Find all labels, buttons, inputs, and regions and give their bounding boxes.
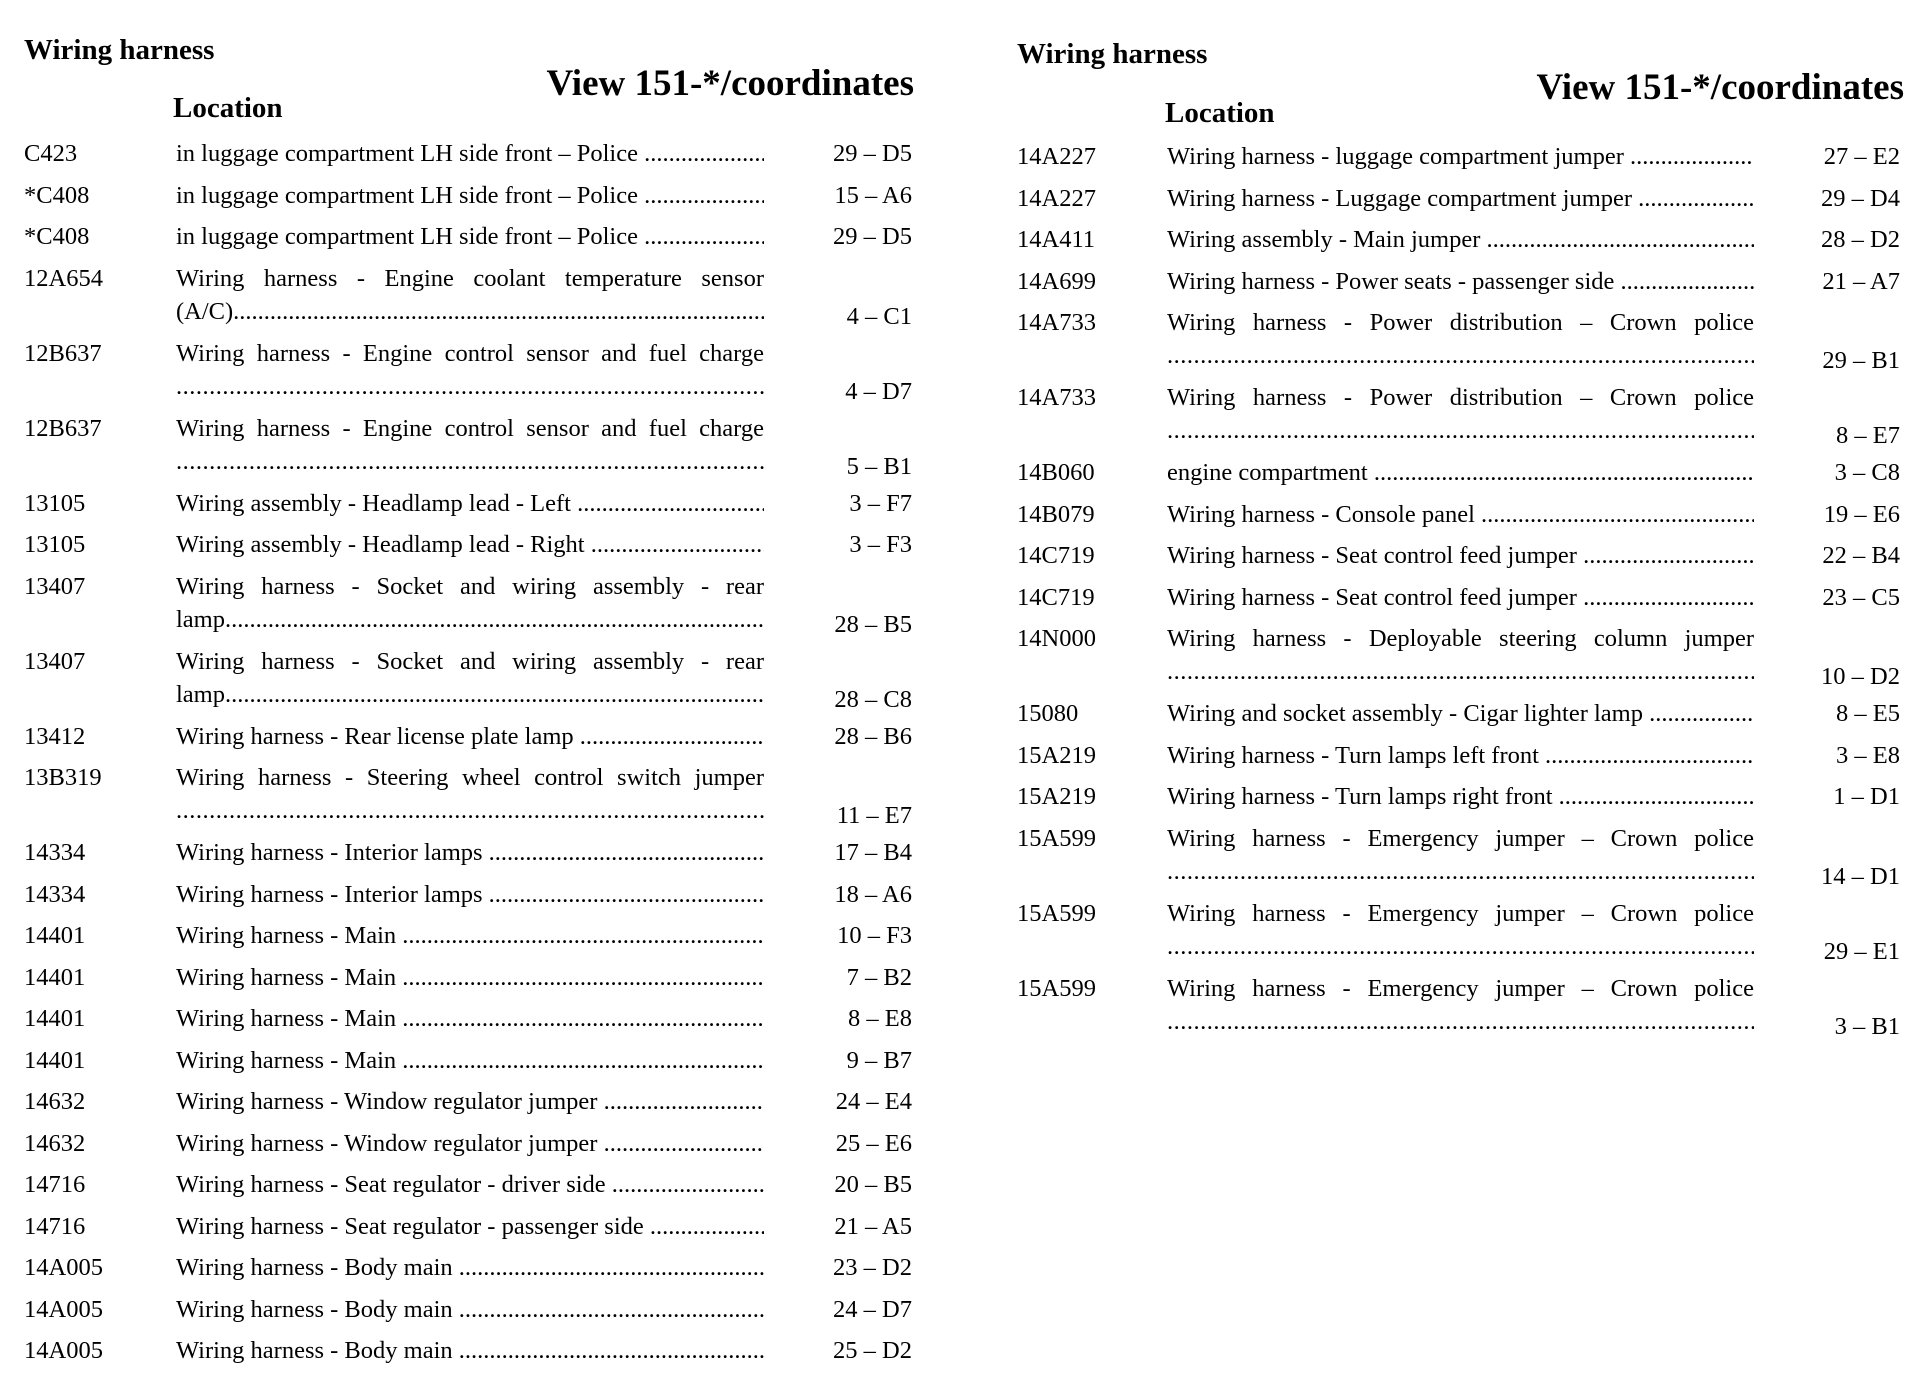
part-number: 14A733 (1017, 384, 1096, 411)
location-header: Location (173, 92, 283, 124)
description-line: Wiring harness - Power seats - passenger side ..... (1167, 265, 1754, 298)
location-description (176, 1210, 764, 1243)
part-number: 14716 (24, 1171, 86, 1198)
description-line: Wiring harness - Emergency jumper – Crown police (1167, 974, 1754, 1002)
list-item (24, 220, 914, 262)
description-line: Wiring harness - Emergency jumper – Crown police (1167, 824, 1754, 852)
list-item (24, 1251, 914, 1293)
view-coordinate: 19 – E6 (1823, 500, 1900, 528)
description-continuation (1167, 855, 1754, 888)
description-continuation (1167, 339, 1754, 372)
location-description (1167, 622, 1754, 688)
list-item (1017, 897, 1902, 972)
location-description (176, 262, 764, 328)
list-item (24, 1002, 914, 1044)
part-number: 14A227 (1017, 184, 1096, 212)
location-description (1167, 265, 1754, 298)
description-line: Wiring harness - Rear license plate lamp ..... (176, 720, 764, 753)
description-line: Wiring assembly - Headlamp lead - Right ..... (176, 528, 764, 561)
location-description (1167, 498, 1754, 531)
list-item (1017, 622, 1902, 697)
list-item (1017, 265, 1902, 307)
description-line: Wiring harness - Seat control feed jumper ..... (1167, 581, 1754, 614)
part-number: 12A654 (24, 264, 103, 292)
part-number: 13407 (24, 647, 86, 675)
list-item (1017, 972, 1902, 1047)
location-description (176, 1251, 764, 1284)
part-number: 14401 (24, 1005, 86, 1032)
description-line: Wiring harness - Engine coolant temperature sensor (176, 264, 764, 292)
view-coordinate: 5 – B1 (846, 452, 912, 480)
description-line: Wiring harness - Steering wheel control switch jumper (176, 764, 764, 791)
view-coordinate: 29 – D4 (1821, 184, 1900, 212)
location-description (176, 1168, 764, 1201)
list-item (24, 1127, 914, 1169)
location-description (176, 220, 764, 253)
part-number: 14334 (24, 839, 86, 866)
description-line: Wiring harness - Window regulator jumper ..... (176, 1085, 764, 1118)
part-number: 14632 (24, 1129, 86, 1157)
description-line: Wiring harness - Emergency jumper – Crown police (1167, 899, 1754, 927)
list-item (1017, 223, 1902, 265)
location-description (1167, 581, 1754, 614)
description-continuation (1167, 655, 1754, 688)
description-line: Wiring harness - Main ..... (176, 919, 764, 952)
description-continuation (176, 794, 764, 827)
part-number: 14334 (24, 880, 86, 908)
part-number: 14632 (24, 1088, 86, 1115)
location-description (1167, 739, 1754, 772)
description-line: Wiring harness - Deployable steering column jumper (1167, 625, 1754, 652)
description-line: Wiring harness - Console panel ..... (1167, 498, 1754, 531)
description-line: Wiring assembly - Main jumper ..... (1167, 223, 1754, 256)
description-line: in luggage compartment LH side front – Police ..... (176, 179, 764, 212)
location-description (176, 412, 764, 478)
location-description (1167, 697, 1754, 730)
description-continuation (176, 445, 764, 478)
view-coordinate: 28 – B5 (834, 610, 912, 638)
part-number: 14401 (24, 1046, 86, 1074)
part-number: 14A005 (24, 1295, 103, 1323)
list-item (24, 1044, 914, 1086)
description-line: engine compartment ..... (1167, 456, 1754, 489)
location-description (176, 761, 764, 827)
list-item (24, 1293, 914, 1335)
part-number: 15A599 (1017, 974, 1096, 1002)
description-line: Wiring harness - Socket and wiring assembly - rear (176, 647, 764, 675)
location-description (176, 337, 764, 403)
description-line: Wiring harness - Body main ..... (176, 1293, 764, 1326)
section-title: Wiring harness (24, 34, 215, 66)
description-line: Wiring harness - Window regulator jumper ..... (176, 1127, 764, 1160)
description-line: Wiring harness - Seat control feed jumper ..... (1167, 539, 1754, 572)
part-number: 13105 (24, 489, 86, 517)
list-item (1017, 498, 1902, 540)
view-coordinates-header: View 151-*/coordinates (546, 63, 914, 104)
part-number: 14N000 (1017, 625, 1096, 652)
list-item (24, 1085, 914, 1127)
view-coordinate: 3 – C8 (1834, 459, 1900, 486)
part-number: 15A599 (1017, 899, 1096, 927)
location-description (1167, 306, 1754, 372)
view-coordinate: 28 – B6 (834, 722, 912, 750)
part-number: 14716 (24, 1212, 86, 1240)
list-item (24, 1210, 914, 1252)
description-line: Wiring harness - luggage compartment jumper ..... (1167, 140, 1754, 173)
harness-list (1017, 140, 1902, 1047)
section-title: Wiring harness (1017, 38, 1208, 70)
location-description (176, 645, 764, 711)
view-coordinate: 24 – E4 (835, 1088, 912, 1115)
list-item (1017, 780, 1902, 822)
part-number: 14C719 (1017, 583, 1095, 611)
location-description (1167, 223, 1754, 256)
part-number: 13105 (24, 531, 86, 558)
view-coordinate: 4 – C1 (846, 302, 912, 330)
view-coordinate: 1 – D1 (1833, 783, 1900, 810)
part-number: 15A219 (1017, 783, 1096, 810)
location-description (176, 961, 764, 994)
location-description (176, 836, 764, 869)
description-continuation (1167, 414, 1754, 447)
description-continuation: (A/C) ..... (176, 295, 764, 328)
view-coordinates-header: View 151-*/coordinates (1536, 67, 1904, 108)
location-description (176, 1334, 764, 1367)
part-number: 15080 (1017, 700, 1079, 727)
part-number: 15A219 (1017, 741, 1096, 769)
view-coordinate: 8 – E5 (1836, 700, 1900, 727)
view-coordinate: 29 – E1 (1823, 937, 1900, 965)
list-item (24, 645, 914, 720)
view-coordinate: 14 – D1 (1821, 862, 1900, 890)
view-coordinate: 28 – D2 (1821, 226, 1900, 253)
part-number: C423 (24, 140, 78, 167)
location-description (176, 1044, 764, 1077)
part-number: 14B060 (1017, 459, 1095, 486)
part-number: 13412 (24, 722, 86, 750)
view-coordinate: 23 – D2 (833, 1254, 912, 1281)
view-coordinate: 17 – B4 (834, 839, 912, 866)
list-item (1017, 822, 1902, 897)
description-line: in luggage compartment LH side front – Police ..... (176, 220, 764, 253)
list-item (24, 836, 914, 878)
location-description (176, 137, 764, 170)
part-number: 14B079 (1017, 500, 1095, 528)
list-item (1017, 697, 1902, 739)
location-description (176, 570, 764, 636)
list-item (24, 961, 914, 1003)
view-coordinate: 25 – D2 (833, 1337, 912, 1364)
view-coordinate: 23 – C5 (1822, 583, 1900, 611)
description-line: Wiring harness - Power distribution – Crown police (1167, 309, 1754, 336)
view-coordinate: 4 – D7 (845, 377, 912, 405)
location-description (176, 487, 764, 520)
view-coordinate: 24 – D7 (833, 1295, 912, 1323)
list-item (24, 262, 914, 337)
part-number: 14A699 (1017, 267, 1096, 295)
location-description (1167, 897, 1754, 963)
location-description (1167, 182, 1754, 215)
view-coordinate: 8 – E8 (848, 1005, 912, 1032)
part-number: 12B637 (24, 339, 102, 367)
description-continuation (176, 370, 764, 403)
location-description (176, 720, 764, 753)
list-item (24, 412, 914, 487)
list-item (1017, 381, 1902, 456)
part-number: 14C719 (1017, 542, 1095, 569)
list-item (24, 179, 914, 221)
view-coordinate: 21 – A7 (1822, 267, 1900, 295)
view-coordinate: 7 – B2 (846, 963, 912, 991)
list-item (1017, 539, 1902, 581)
part-number: 15A599 (1017, 824, 1096, 852)
description-continuation: lamp ..... (176, 603, 764, 636)
location-description (1167, 780, 1754, 813)
view-coordinate: 29 – B1 (1822, 347, 1900, 374)
part-number: 14A005 (24, 1337, 103, 1364)
part-number: 14A733 (1017, 309, 1096, 336)
location-description (1167, 822, 1754, 888)
view-coordinate: 3 – F7 (849, 489, 912, 517)
description-line: in luggage compartment LH side front – Police ..... (176, 137, 764, 170)
description-continuation (1167, 1005, 1754, 1038)
description-line: Wiring harness - Interior lamps ..... (176, 836, 764, 869)
harness-list (24, 137, 914, 1376)
part-number: 13407 (24, 572, 86, 600)
list-item (1017, 182, 1902, 224)
description-line: Wiring and socket assembly - Cigar lighter lamp ..... (1167, 697, 1754, 730)
list-item (1017, 456, 1902, 498)
location-description (176, 528, 764, 561)
description-line: Wiring harness - Engine control sensor and fuel charge (176, 339, 764, 367)
view-coordinate: 18 – A6 (834, 880, 912, 908)
part-number: 13B319 (24, 764, 102, 791)
view-coordinate: 8 – E7 (1836, 422, 1900, 449)
view-coordinate: 20 – B5 (834, 1171, 912, 1198)
view-coordinate: 3 – E8 (1836, 741, 1900, 769)
part-number: *C408 (24, 181, 90, 209)
location-description (176, 1127, 764, 1160)
list-item (24, 570, 914, 645)
part-number: *C408 (24, 223, 90, 250)
list-item (1017, 140, 1902, 182)
list-item (1017, 581, 1902, 623)
list-item (1017, 306, 1902, 381)
part-number: 12B637 (24, 414, 102, 442)
part-number: 14401 (24, 963, 86, 991)
description-line: Wiring harness - Main ..... (176, 1002, 764, 1035)
view-coordinate: 22 – B4 (1822, 542, 1900, 569)
description-line: Wiring harness - Turn lamps left front ..... (1167, 739, 1754, 772)
description-line: Wiring harness - Engine control sensor and fuel charge (176, 414, 764, 442)
list-item (24, 919, 914, 961)
list-item (24, 137, 914, 179)
description-line: Wiring harness - Main ..... (176, 961, 764, 994)
location-description (1167, 140, 1754, 173)
part-number: 14401 (24, 922, 86, 949)
part-number: 14A411 (1017, 226, 1096, 253)
location-header: Location (1165, 97, 1275, 129)
view-coordinate: 9 – B7 (846, 1046, 912, 1074)
location-description (176, 1293, 764, 1326)
list-item (24, 1168, 914, 1210)
location-description (1167, 539, 1754, 572)
view-coordinate: 11 – E7 (836, 802, 912, 829)
view-coordinate: 25 – E6 (835, 1129, 912, 1157)
description-line: Wiring harness - Seat regulator - driver side ..... (176, 1168, 764, 1201)
view-coordinate: 10 – D2 (1821, 663, 1900, 690)
description-line: Wiring assembly - Headlamp lead - Left ..... (176, 487, 764, 520)
description-line: Wiring harness - Body main ..... (176, 1334, 764, 1367)
description-line: Wiring harness - Power distribution – Crown police (1167, 384, 1754, 411)
view-coordinate: 3 – F3 (849, 531, 912, 558)
list-item (1017, 739, 1902, 781)
description-line: Wiring harness - Turn lamps right front ..... (1167, 780, 1754, 813)
view-coordinate: 29 – D5 (833, 223, 912, 250)
view-coordinate: 29 – D5 (833, 140, 912, 167)
view-coordinate: 27 – E2 (1823, 143, 1900, 170)
list-item (24, 720, 914, 762)
location-description (1167, 972, 1754, 1038)
location-description (176, 1085, 764, 1118)
view-coordinate: 28 – C8 (834, 685, 912, 713)
list-item (24, 878, 914, 920)
view-coordinate: 15 – A6 (834, 181, 912, 209)
view-coordinate: 10 – F3 (837, 922, 912, 949)
list-item (24, 337, 914, 412)
description-line: Wiring harness - Seat regulator - passenger side ..... (176, 1210, 764, 1243)
description-line: Wiring harness - Main ..... (176, 1044, 764, 1077)
location-description (176, 179, 764, 212)
list-item (24, 487, 914, 529)
location-description (176, 1002, 764, 1035)
location-description (176, 878, 764, 911)
view-coordinate: 21 – A5 (834, 1212, 912, 1240)
description-line: Wiring harness - Body main ..... (176, 1251, 764, 1284)
description-line: Wiring harness - Socket and wiring assembly - rear (176, 572, 764, 600)
list-item (24, 761, 914, 836)
part-number: 14A005 (24, 1254, 103, 1281)
description-line: Wiring harness - Luggage compartment jumper ..... (1167, 182, 1754, 215)
list-item (24, 528, 914, 570)
description-line: Wiring harness - Interior lamps ..... (176, 878, 764, 911)
description-continuation (1167, 930, 1754, 963)
view-coordinate: 3 – B1 (1834, 1012, 1900, 1040)
location-description (176, 919, 764, 952)
location-description (1167, 381, 1754, 447)
location-description (1167, 456, 1754, 489)
part-number: 14A227 (1017, 143, 1096, 170)
description-continuation: lamp ..... (176, 678, 764, 711)
list-item (24, 1334, 914, 1376)
